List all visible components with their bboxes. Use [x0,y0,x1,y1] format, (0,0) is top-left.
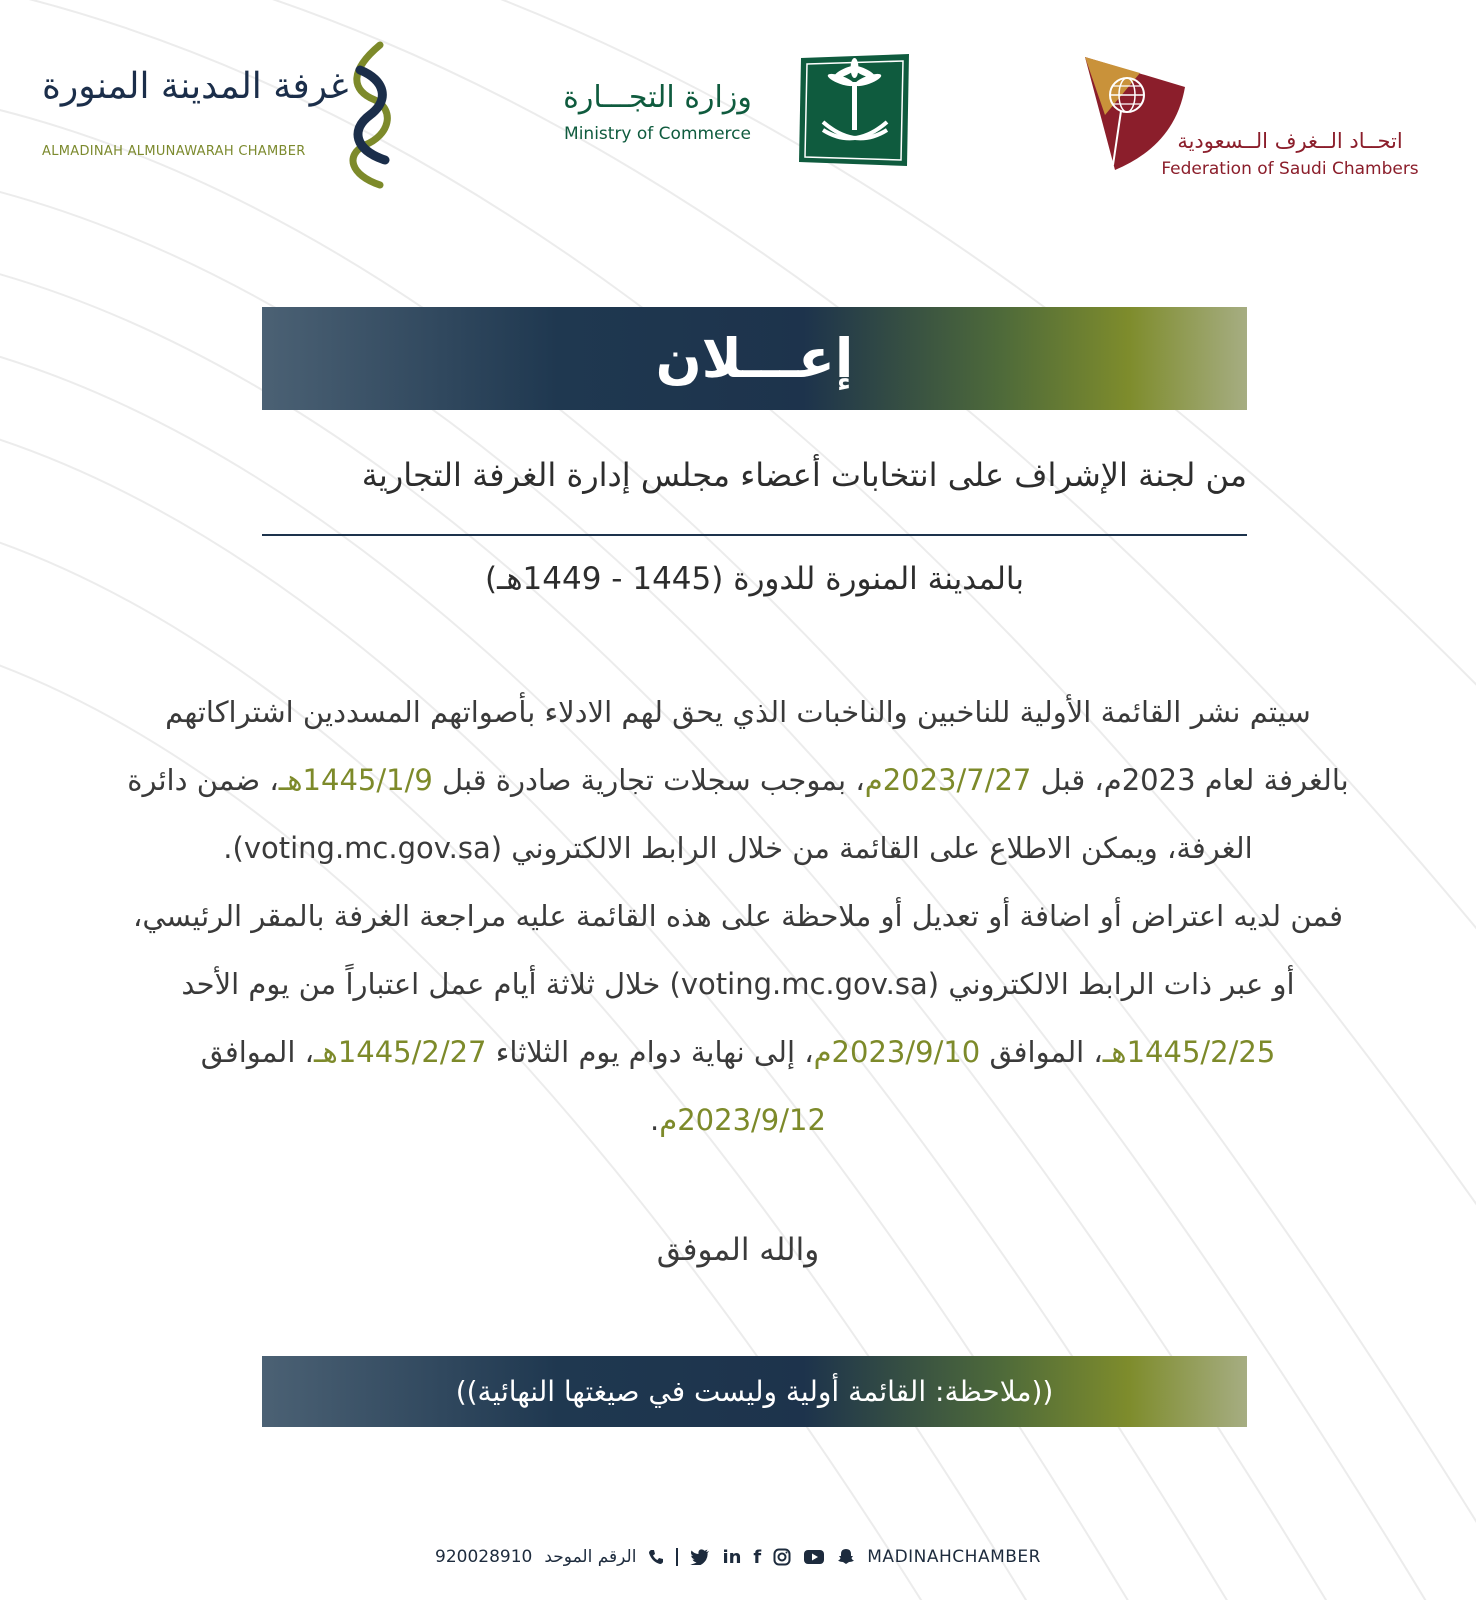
ministry-name-en: Ministry of Commerce [564,124,751,144]
body-line-3: الغرفة، ويمكن الاطلاع على القائمة من خلال الرابط الالكتروني (voting.mc.gov.sa). [223,831,1253,865]
twitter-icon[interactable] [690,1549,710,1565]
saudi-palm-swords-icon [795,50,915,170]
announcement-title: إعـــلان [655,327,854,390]
announcement-body [45,678,1431,1154]
linkedin-icon[interactable]: in [722,1546,742,1568]
instagram-icon[interactable] [773,1548,791,1566]
note-banner [262,1356,1247,1427]
body-line-1: سيتم نشر القائمة الأولية للناخبين والناخبات الذي يحق لهم الادلاء بأصواتهم المسددين اشتراكاتهم [165,695,1311,729]
body-text: ، بموجب سجلات تجارية صادرة قبل [432,763,865,797]
ministry-name-ar: وزارة التجـــارة [563,80,752,115]
closing-phrase: والله الموفق [656,1232,820,1268]
date-highlight: 1445/2/25هـ [1102,1035,1276,1069]
body-line-5: أو عبر ذات الرابط الالكتروني (voting.mc.gov.sa) خلال ثلاثة أيام عمل اعتباراً من يوم الأحد [181,967,1295,1001]
subtitle-session: بالمدينة المنورة للدورة (1445 - 1449هـ) [485,561,1024,597]
madinah-chamber-name-en: ALMADINAH ALMUNAWARAH CHAMBER [42,144,306,159]
body-text: بالغرفة لعام 2023م، قبل [1031,763,1349,797]
note-text: ((ملاحظة: القائمة أولية وليست في صيغتها النهائية)) [455,1375,1054,1408]
body-line-4: فمن لديه اعتراض أو اضافة أو تعديل أو ملاحظة على هذه القائمة عليه مراجعة الغرفة بالمقر الرئيسي، [132,899,1344,933]
phone-number: 920028910 [435,1547,533,1567]
date-highlight: 2023/7/27م [864,763,1032,797]
date-highlight: 1445/2/27هـ [314,1035,487,1069]
footer-separator [676,1548,678,1566]
body-text: ، الموافق [200,1035,315,1069]
footer-contacts [0,1540,1476,1574]
federation-name-ar: اتحــاد الــغرف الــسعودية [1177,129,1403,153]
date-highlight: 1445/1/9هـ [278,763,433,797]
body-text: ، الموافق [980,1035,1103,1069]
body-text: ، إلى نهاية دوام يوم الثلاثاء [486,1035,814,1069]
madinah-chamber-name-ar: غرفة المدينة المنورة [42,66,349,107]
subtitle-committee: من لجنة الإشراف على انتخابات أعضاء مجلس إدارة الغرفة التجارية [361,456,1247,494]
youtube-icon[interactable] [803,1549,825,1565]
madinah-chamber-logo [40,40,400,190]
announcement-title-banner [262,307,1247,410]
phone-icon [648,1549,664,1565]
body-line-7 [45,1086,1431,1154]
date-highlight: 2023/9/10م [813,1035,981,1069]
federation-name-en: Federation of Saudi Chambers [1161,159,1419,179]
body-line-2 [45,746,1431,814]
ministry-of-commerce-logo [555,50,925,180]
social-handle: MADINAHCHAMBER [867,1547,1041,1567]
facebook-icon[interactable]: f [753,1546,762,1568]
federation-saudi-chambers-logo [1085,55,1455,190]
body-text: ، ضمن دائرة [127,763,279,797]
body-text: . [650,1103,660,1137]
phone-label: الرقم الموحد [544,1547,637,1567]
madinah-chamber-emblem-icon [340,40,400,190]
snapchat-icon[interactable] [837,1548,855,1566]
body-line-6 [45,1018,1431,1086]
subtitle-divider [262,534,1247,536]
federation-globe-icon [1085,55,1195,175]
date-highlight: 2023/9/12م [659,1103,826,1137]
